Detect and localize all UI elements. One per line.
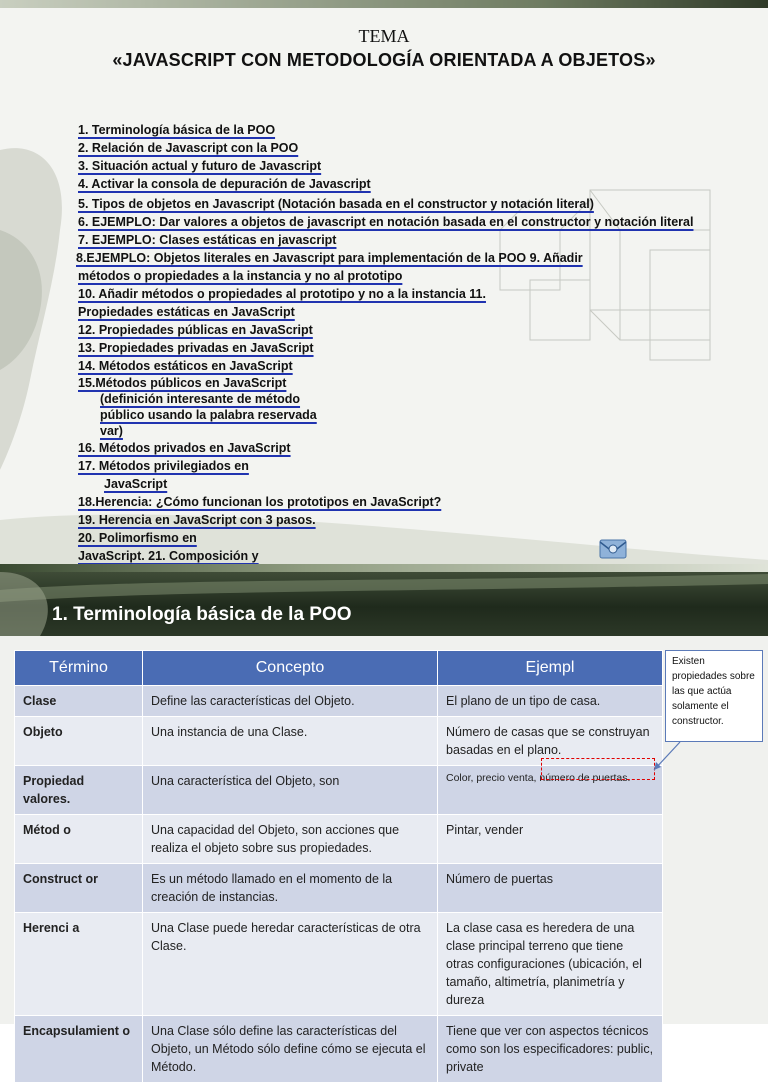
term-cell: Objeto [15,717,143,766]
table-row [15,815,663,864]
toc-item[interactable]: 20. Polimorfismo en [78,531,197,545]
column-header-example: Ejempl [438,651,663,686]
toc-item[interactable]: público usando la palabra reservada [100,408,317,422]
toc-item[interactable]: métodos o propiedades a la instancia y no al prototipo [78,269,403,283]
table-row [15,913,663,1016]
slide-heading: 1. Terminología básica de la POO [52,604,352,625]
term-cell: Propiedad valores. [15,766,143,815]
table-header-row [15,651,663,686]
concept-cell: Una capacidad del Objeto, son acciones que realiza el objeto sobre sus propiedades. [143,815,438,864]
example-cell: Tiene que ver con aspectos técnicos como son los especificadores: public, private [438,1016,663,1083]
example-cell: Número de puertas [438,864,663,913]
column-header-concept: Concepto [143,651,438,686]
toc-item[interactable]: 17. Métodos privilegiados en [78,459,249,473]
table-row [15,686,663,717]
concept-cell: Una instancia de una Clase. [143,717,438,766]
table-of-contents [76,121,746,583]
toc-item[interactable]: (definición interesante de método [100,392,301,406]
example-cell: El plano de un tipo de casa. [438,686,663,717]
table-row [15,864,663,913]
toc-item[interactable]: 7. EJEMPLO: Clases estáticas en javascript [78,233,337,247]
slide-title: «JAVASCRIPT CON METODOLOGÍA ORIENTADA A OBJETOS» [112,50,656,70]
toc-item[interactable]: Propiedades estáticas en JavaScript [78,305,295,319]
terminology-table [14,650,663,1083]
email-icon[interactable] [596,534,630,564]
toc-item[interactable]: 12. Propiedades públicas en JavaScript [78,323,313,337]
toc-item[interactable]: 3. Situación actual y futuro de Javascript [78,159,322,173]
toc-item[interactable]: JavaScript. 21. Composición y [78,549,259,563]
toc-item[interactable]: 5. Tipos de objetos en Javascript (Notación basada en el constructor y notación literal) [78,197,594,211]
column-header-term: Término [15,651,143,686]
concept-cell: Define las características del Objeto. [143,686,438,717]
toc-item[interactable]: 6. EJEMPLO: Dar valores a objetos de javascript en notación basada en el constructor y notación literal [78,215,694,229]
bottom-band [0,564,768,572]
term-cell: Construct or [15,864,143,913]
highlight-box [541,758,655,780]
term-cell: Encapsulamient o [15,1016,143,1083]
toc-item[interactable]: var) [100,424,123,438]
concept-cell: Es un método llamado en el momento de la creación de instancias. [143,864,438,913]
callout-note: Existen propiedades sobre las que actúa solamente el constructor. [665,650,763,742]
toc-item[interactable]: 8.EJEMPLO: Objetos literales en Javascript para implementación de la POO 9. Añadir [76,251,583,265]
slide-terminology [0,572,768,1074]
concept-cell: Una Clase puede heredar características de otra Clase. [143,913,438,1016]
term-cell: Herenci a [15,913,143,1016]
toc-item[interactable]: 10. Añadir métodos o propiedades al prototipo y no a la instancia 11. [78,287,486,301]
term-cell: Métod o [15,815,143,864]
term-cell: Clase [15,686,143,717]
toc-item[interactable]: 14. Métodos estáticos en JavaScript [78,359,293,373]
example-cell: Color, precio venta, número de puertas. [438,766,663,815]
toc-item[interactable]: 16. Métodos privados en JavaScript [78,441,291,455]
callout-arrow [640,740,690,780]
concept-cell: Una Clase sólo define las características del Objeto, un Método sólo define cómo se ejecuta el Método. [143,1016,438,1083]
toc-item[interactable]: JavaScript [104,477,168,491]
tema-label: TEMA [358,26,410,46]
toc-item[interactable]: 15.Métodos públicos en JavaScript [78,376,287,390]
toc-item[interactable]: 19. Herencia en JavaScript con 3 pasos. [78,513,316,527]
toc-item[interactable]: 1. Terminología básica de la POO [78,123,276,137]
toc-item[interactable]: 4. Activar la consola de depuración de Javascript [78,177,371,191]
example-cell: Número de casas que se construyan basadas en el plano. [438,717,663,766]
table-row [15,1016,663,1083]
toc-item[interactable]: 18.Herencia: ¿Cómo funcionan los prototipos en JavaScript? [78,495,442,509]
example-cell: La clase casa es heredera de una clase principal terreno que tiene otras configuraciones (ubicación, el tamaño, altimetría, planimetría y dureza [438,913,663,1016]
example-cell: Pintar, vender [438,815,663,864]
concept-cell: Una característica del Objeto, son [143,766,438,815]
toc-item[interactable]: 2. Relación de Javascript con la POO [78,141,299,155]
toc-item[interactable]: 13. Propiedades privadas en JavaScript [78,341,314,355]
